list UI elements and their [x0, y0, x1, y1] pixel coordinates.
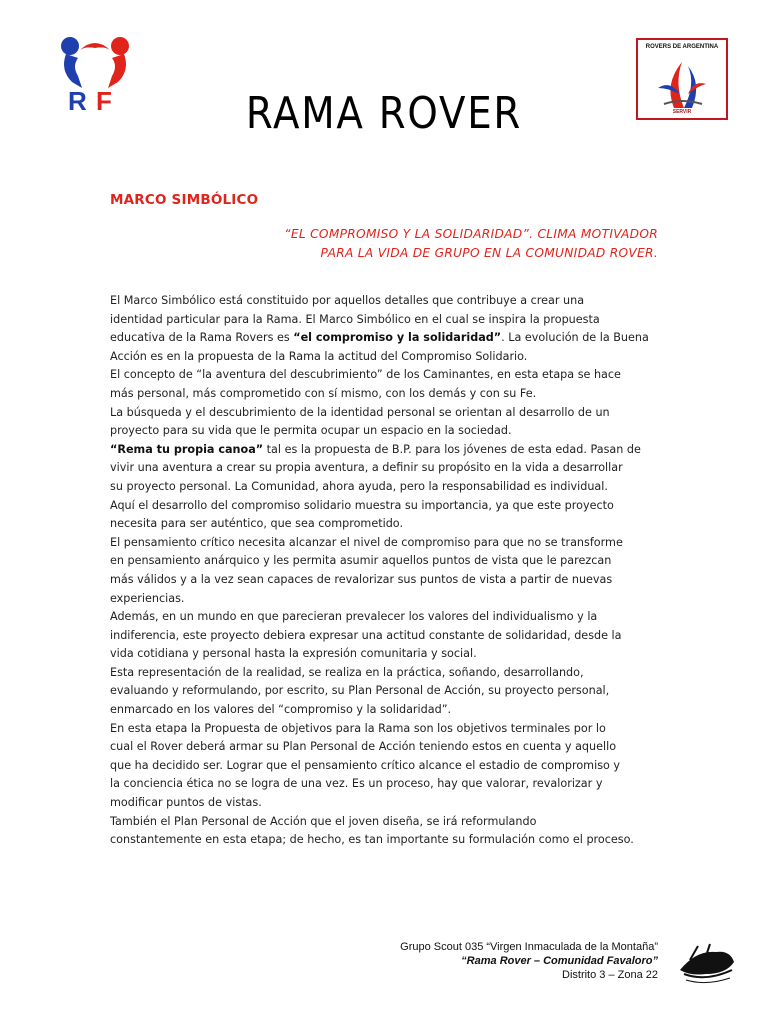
- body-text: [110, 292, 658, 850]
- paragraph-line: en pensamiento anárquico y les permita asumir aquellos puntos de vista que le parezcan: [110, 554, 612, 568]
- footer-district: Distrito 3 – Zona 22: [562, 969, 658, 981]
- paragraph-line: constantemente en esta etapa; de hecho, es tan importante su formulación como el proceso.: [110, 833, 634, 847]
- text-run: tal es la propuesta de B.P. para los jóvenes de esta edad. Pasan de: [263, 442, 641, 456]
- section-quote: [198, 225, 658, 263]
- emphasis-text: “Rema tu propia canoa”: [110, 442, 264, 456]
- text-run: . La evolución de la Buena: [501, 331, 649, 345]
- paragraph-line: El pensamiento crítico necesita alcanzar el nivel de compromiso para que no se transforme: [110, 535, 623, 549]
- paragraph-line: identidad particular para la Rama. El Marco Simbólico en el cual se inspira la propuesta: [110, 312, 600, 326]
- paragraph-line: También el Plan Personal de Acción que el joven diseña, se irá reformulando: [110, 814, 537, 828]
- paragraph-line: indiferencia, este proyecto debiera expresar una actitud constante de solidaridad, desde la: [110, 628, 622, 642]
- paragraph-line: necesita para ser auténtico, que sea comprometido.: [110, 517, 404, 531]
- section-title: MARCO SIMBÓLICO: [110, 192, 259, 208]
- logo-title: ROVERS DE ARGENTINA: [645, 44, 719, 50]
- paragraph-line: enmarcado en los valores del “compromiso y la solidaridad”.: [110, 703, 452, 717]
- paragraph-line: la conciencia ética no se logra de una vez. Es un proceso, hay que valorar, revalorizar y: [110, 777, 603, 791]
- paragraph-line: Además, en un mundo en que parecieran prevalecer los valores del individualismo y la: [110, 610, 598, 624]
- paragraph-line: Esta representación de la realidad, se realiza en la práctica, soñando, desarrollando,: [110, 665, 584, 679]
- canoe-logo: [676, 940, 738, 988]
- paragraph-line: su proyecto personal. La Comunidad, ahora ayuda, pero la responsabilidad es individual.: [110, 479, 608, 493]
- paragraph-line: vivir una aventura a crear su propia aventura, a definir su propósito en la vida a desarrollar: [110, 461, 623, 475]
- paragraph-line: Acción es en la propuesta de la Rama la actitud del Compromiso Solidario.: [110, 349, 528, 363]
- paragraph-line: proyecto para su vida que le permita ocupar un espacio en la sociedad.: [110, 424, 512, 438]
- svg-text:R: R: [68, 86, 87, 114]
- paragraph-line: Aquí el desarrollo del compromiso solidario muestra su importancia, ya que este proyecto: [110, 498, 614, 512]
- footer-group-name: Grupo Scout 035 “Virgen Inmaculada de la Montaña”: [400, 941, 658, 953]
- logo-banner: SERVIR: [672, 109, 692, 115]
- paragraph-line: evaluando y reformulando, por escrito, su Plan Personal de Acción, su proyecto personal,: [110, 684, 610, 698]
- paragraph-line: modificar puntos de vistas.: [110, 796, 262, 810]
- text-run: educativa de la Rama Rovers es: [110, 331, 294, 345]
- paragraph-line: El concepto de “la aventura del descubrimiento” de los Caminantes, en esta etapa se hace: [110, 368, 621, 382]
- paragraph-line: experiencias.: [110, 591, 185, 605]
- quote-line: PARA LA VIDA DE GRUPO EN LA COMUNIDAD ROVER.: [320, 246, 658, 260]
- footer-community: “Rama Rover – Comunidad Favaloro”: [461, 955, 658, 967]
- paragraph-line: más válidos y a la vez sean capaces de revalorizar sus puntos de vista a partir de nuevas: [110, 572, 613, 586]
- page-footer: [400, 940, 658, 982]
- page-title: RAMA ROVER: [245, 88, 523, 139]
- canoe-icon: [676, 940, 738, 988]
- emphasis-text: “el compromiso y la solidaridad”: [293, 331, 502, 345]
- paragraph-line: cual el Rover deberá armar su Plan Personal de Acción teniendo estos en cuenta y aquello: [110, 740, 617, 754]
- paragraph-line: En esta etapa la Propuesta de objetivos para la Rama son los objetivos terminales por lo: [110, 721, 606, 735]
- paragraph-line: [110, 329, 658, 348]
- svg-text:F: F: [96, 86, 112, 114]
- paragraph-line: El Marco Simbólico está constituido por aquellos detalles que contribuye a crear una: [110, 294, 585, 307]
- paragraph-line: La búsqueda y el descubrimiento de la identidad personal se orientan al desarrollo de un: [110, 405, 610, 419]
- paragraph-line: más personal, más comprometido con sí mismo, con los demás y con su Fe.: [110, 386, 537, 400]
- paragraph-line: que ha decidido ser. Lograr que el pensamiento crítico alcance el estadio de compromiso y: [110, 758, 621, 772]
- paragraph-line: vida cotidiana y personal hasta la expresión comunitaria y social.: [110, 647, 477, 661]
- paragraph-line: [110, 441, 658, 460]
- quote-line: “EL COMPROMISO Y LA SOLIDARIDAD”. CLIMA MOTIVADOR: [284, 227, 658, 241]
